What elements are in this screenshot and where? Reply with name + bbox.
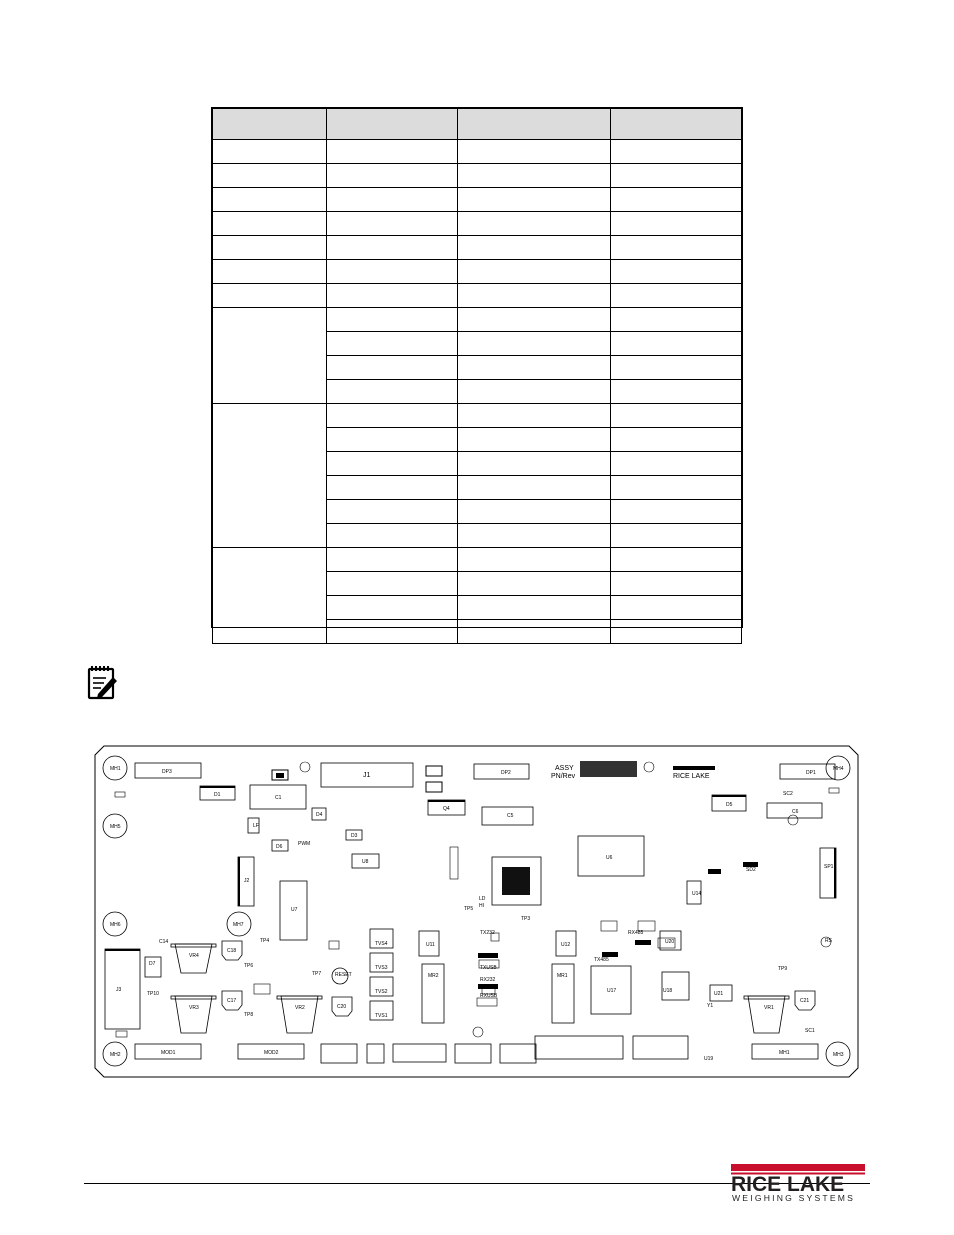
table-header-cell: [327, 109, 458, 140]
svg-text:RICE LAKE: RICE LAKE: [731, 1173, 845, 1196]
svg-text:C18: C18: [227, 948, 237, 954]
rice-lake-logo: [727, 1164, 869, 1202]
circuit-board-diagram: [94, 745, 859, 1078]
svg-text:J3: J3: [116, 987, 122, 993]
table-row: [213, 284, 742, 308]
svg-text:U18: U18: [663, 988, 673, 994]
table-row: [213, 548, 742, 572]
svg-text:TP3: TP3: [521, 916, 531, 922]
svg-text:U14: U14: [692, 891, 702, 897]
svg-text:U7: U7: [291, 907, 298, 913]
svg-text:VR1: VR1: [764, 1005, 774, 1011]
svg-text:TVS1: TVS1: [375, 1013, 388, 1019]
table-row: [213, 212, 742, 236]
svg-text:WEIGHING SYSTEMS: WEIGHING SYSTEMS: [732, 1193, 856, 1202]
svg-text:TP8: TP8: [244, 1012, 254, 1018]
svg-text:RX485: RX485: [628, 930, 644, 936]
svg-text:Y1: Y1: [707, 1003, 714, 1009]
brand-silk-label: RICE LAKE: [673, 773, 710, 780]
empty-spec-table: [211, 107, 743, 628]
svg-text:MOD1: MOD1: [161, 1050, 176, 1056]
svg-text:TXUSB: TXUSB: [480, 965, 497, 971]
svg-text:RXUSB: RXUSB: [480, 993, 498, 999]
svg-text:D6: D6: [276, 844, 283, 850]
svg-text:SC2: SC2: [783, 791, 793, 797]
table-row: [213, 260, 742, 284]
svg-text:TP9: TP9: [778, 966, 788, 972]
svg-text:MOD2: MOD2: [264, 1050, 279, 1056]
svg-text:SC1: SC1: [805, 1028, 815, 1034]
mh-label: MH5: [110, 824, 121, 830]
pn-rev-label: PN/Rev: [551, 773, 576, 780]
table-row: [213, 164, 742, 188]
svg-text:J2: J2: [244, 878, 250, 884]
svg-text:TVS3: TVS3: [375, 965, 388, 971]
table-group-cell: [213, 548, 327, 644]
svg-text:D5: D5: [726, 802, 733, 808]
mh-label: MH1: [110, 766, 121, 772]
table-group-cell: [213, 404, 327, 548]
svg-text:C1: C1: [275, 795, 282, 801]
svg-text:U8: U8: [362, 859, 369, 865]
svg-text:RS: RS: [825, 938, 832, 944]
table-group-cell: [213, 308, 327, 404]
svg-text:C14: C14: [159, 939, 169, 945]
table-row: [213, 188, 742, 212]
svg-text:MH1: MH1: [779, 1050, 790, 1056]
svg-text:C17: C17: [227, 998, 237, 1004]
svg-text:VR2: VR2: [295, 1005, 305, 1011]
svg-text:TP10: TP10: [147, 991, 159, 997]
table-header-cell: [458, 109, 611, 140]
svg-text:RESET: RESET: [335, 972, 352, 978]
svg-text:TP6: TP6: [244, 963, 254, 969]
svg-text:J1: J1: [363, 772, 371, 779]
mh-label: MH2: [110, 1052, 121, 1058]
svg-text:TP5: TP5: [464, 906, 474, 912]
svg-text:D7: D7: [149, 961, 156, 967]
mh-label: MH6: [110, 922, 121, 928]
svg-text:U11: U11: [426, 942, 435, 948]
svg-text:U21: U21: [714, 991, 724, 997]
svg-text:SP1: SP1: [824, 864, 834, 870]
svg-text:U19: U19: [704, 1056, 714, 1062]
svg-text:LF: LF: [253, 823, 259, 829]
svg-text:TX232: TX232: [480, 930, 495, 936]
mh-label: MH7: [233, 922, 244, 928]
svg-text:TP7: TP7: [312, 971, 322, 977]
svg-text:PWM: PWM: [298, 841, 311, 847]
svg-text:U6: U6: [606, 855, 613, 861]
svg-text:TVS4: TVS4: [375, 941, 388, 947]
svg-text:RX232: RX232: [480, 977, 496, 983]
table-row: [213, 308, 742, 332]
svg-text:C6: C6: [792, 809, 799, 815]
svg-text:D1: D1: [214, 792, 221, 798]
svg-text:C21: C21: [800, 998, 810, 1004]
svg-text:DP2: DP2: [501, 770, 511, 776]
svg-text:C20: C20: [337, 1004, 347, 1010]
assy-label: ASSY: [555, 765, 574, 772]
svg-text:MR1: MR1: [557, 973, 568, 979]
mh-label: MH4: [833, 766, 844, 772]
svg-text:LD: LD: [479, 896, 486, 902]
note-pad-icon: [86, 664, 118, 700]
svg-text:U17: U17: [607, 988, 617, 994]
svg-text:C5: C5: [507, 813, 514, 819]
svg-text:U12: U12: [561, 942, 571, 948]
svg-text:DP1: DP1: [806, 770, 816, 776]
svg-text:TX485: TX485: [594, 957, 609, 963]
svg-text:SD2: SD2: [746, 867, 756, 873]
svg-text:DP3: DP3: [162, 769, 172, 775]
svg-text:D4: D4: [316, 812, 323, 818]
svg-text:VR3: VR3: [189, 1005, 199, 1011]
mh-label: MH3: [833, 1052, 844, 1058]
svg-text:U20: U20: [665, 939, 675, 945]
svg-text:VR4: VR4: [189, 953, 199, 959]
svg-text:Q4: Q4: [443, 806, 450, 812]
svg-text:TP4: TP4: [260, 938, 270, 944]
svg-text:TVS2: TVS2: [375, 989, 388, 995]
svg-text:D3: D3: [351, 833, 358, 839]
svg-text:HI: HI: [479, 903, 484, 909]
table-header-cell: [611, 109, 742, 140]
table-row: [213, 140, 742, 164]
table-row: [213, 236, 742, 260]
table-header-row: [213, 109, 742, 140]
table-header-cell: [213, 109, 327, 140]
table-row: [213, 404, 742, 428]
svg-text:MR2: MR2: [428, 973, 439, 979]
